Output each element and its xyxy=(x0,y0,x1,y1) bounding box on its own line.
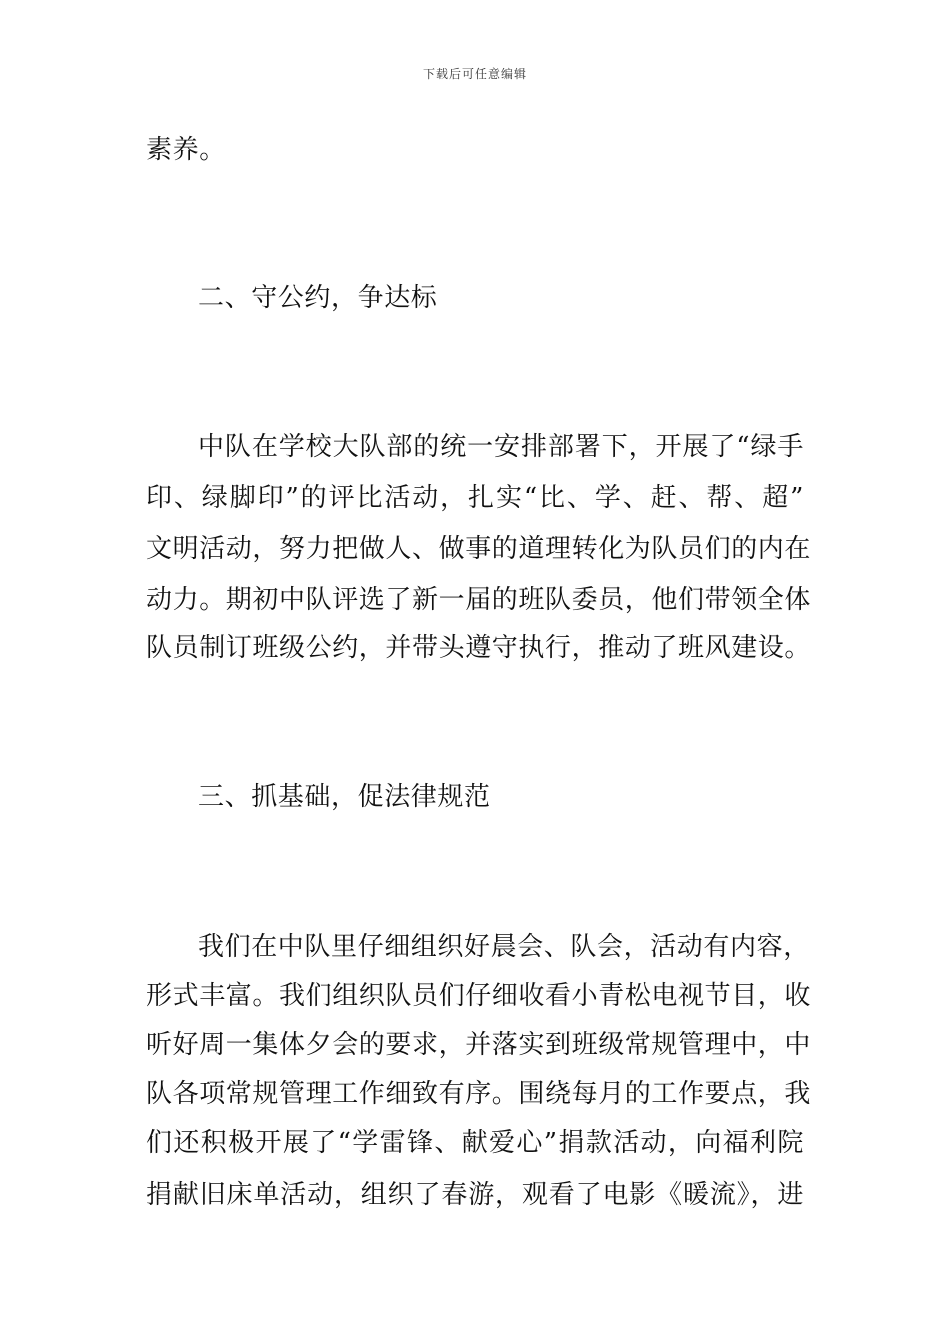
page-header-note: 下载后可任意编辑 xyxy=(422,67,527,81)
paragraph-line: 印、绿脚印”的评比活动，扎实“比、学、赶、帮、超” xyxy=(146,483,804,513)
paragraph-line: 捐献旧床单活动，组织了春游，观看了电影《暖流》，进 xyxy=(146,1180,804,1210)
section-heading-2: 二、守公约，争达标 xyxy=(198,283,438,313)
paragraph-line: 素养。 xyxy=(146,135,226,165)
paragraph-line: 队员制订班级公约，并带头遵守执行，推动了班风建设。 xyxy=(146,633,812,663)
paragraph-line: 中队在学校大队部的统一安排部署下，开展了“绿手 xyxy=(198,432,804,462)
paragraph-line: 文明活动，努力把做人、做事的道理转化为队员们的内在 xyxy=(146,534,812,564)
paragraph-line: 们还积极开展了“学雷锋、献爱心”捐款活动，向福利院 xyxy=(146,1128,804,1158)
paragraph-line: 听好周一集体夕会的要求，并落实到班级常规管理中，中 xyxy=(146,1030,812,1060)
paragraph-line: 我们在中队里仔细组织好晨会、队会，活动有内容， xyxy=(198,932,810,962)
section-heading-3: 三、抓基础，促法律规范 xyxy=(198,782,491,812)
paragraph-line: 队各项常规管理工作细致有序。围绕每月的工作要点，我 xyxy=(146,1079,812,1109)
paragraph-line: 动力。期初中队评选了新一届的班队委员，他们带领全体 xyxy=(146,585,812,615)
paragraph-line: 形式丰富。我们组织队员们仔细收看小青松电视节目，收 xyxy=(146,981,812,1011)
